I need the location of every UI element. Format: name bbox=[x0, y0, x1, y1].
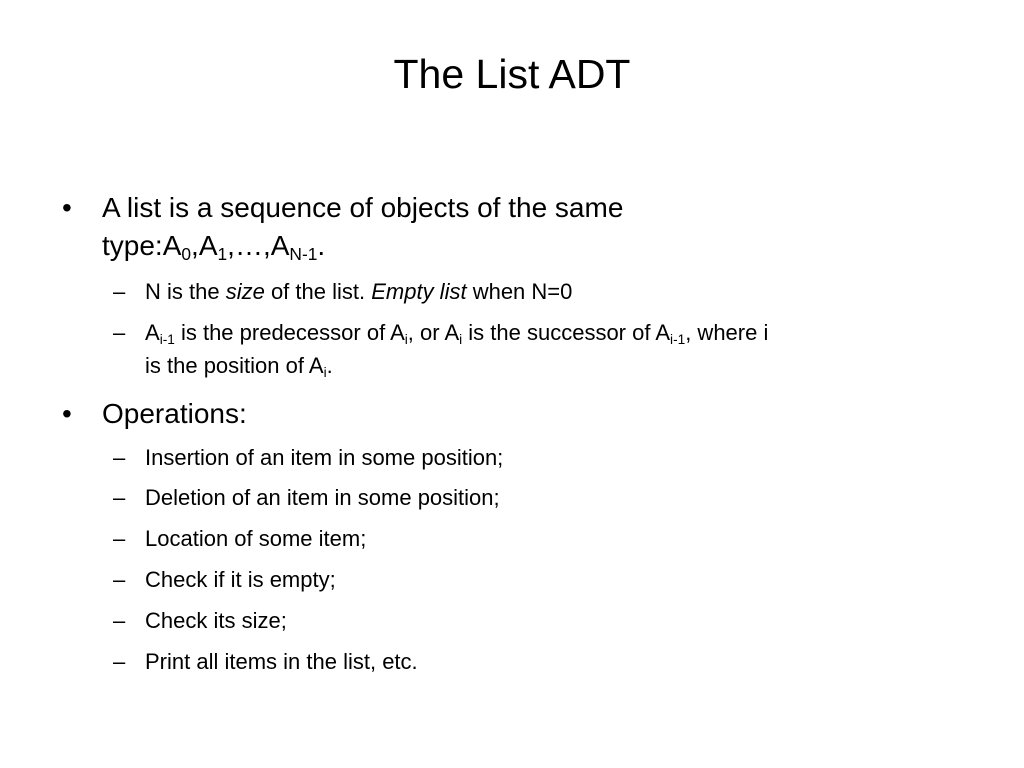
bullet-operations bbox=[62, 395, 802, 433]
bullet-list-definition bbox=[62, 189, 802, 265]
dash-icon: – bbox=[113, 526, 126, 551]
subbullet-size-text: N is the size of the list. Empty list when N=0 bbox=[145, 279, 573, 304]
operation-item bbox=[113, 645, 975, 678]
dash-icon: – bbox=[113, 567, 126, 592]
dash-icon: – bbox=[113, 279, 126, 304]
dash-icon: – bbox=[113, 608, 126, 633]
operation-item bbox=[113, 522, 975, 555]
operation-text: Check if it is empty; bbox=[145, 567, 336, 592]
operation-text: Check its size; bbox=[145, 608, 287, 633]
dash-icon: – bbox=[113, 485, 126, 510]
operation-item bbox=[113, 441, 975, 474]
dash-icon: – bbox=[113, 320, 126, 345]
bullet-operations-text: Operations: bbox=[102, 398, 247, 429]
operation-text: Insertion of an item in some position; bbox=[145, 445, 504, 470]
bullet-text-line1: A list is a sequence of objects of the same bbox=[102, 192, 624, 223]
bullet-icon: • bbox=[62, 192, 72, 223]
operation-item bbox=[113, 481, 975, 514]
slide-title: The List ADT bbox=[393, 51, 631, 97]
operation-item bbox=[113, 563, 975, 596]
operation-text: Deletion of an item in some position; bbox=[145, 485, 500, 510]
bullet-text-line2: $type:A_0,A_1,\dots,A_{N-1}$. bbox=[102, 230, 326, 264]
dash-icon: – bbox=[113, 445, 126, 470]
operation-text: Print all items in the list, etc. bbox=[145, 649, 418, 674]
subbullet-predecessor-line2: is the position of $A_i$. bbox=[145, 353, 333, 380]
subbullet-predecessor-line1: $A_{i-1}$ is the predecessor of $A_i$, or $A_i$ is the successor of $A_{i-1}$, where i bbox=[145, 320, 769, 347]
operation-text: Location of some item; bbox=[145, 526, 367, 551]
subbullet-predecessor bbox=[113, 316, 975, 382]
bullet-icon: • bbox=[62, 398, 72, 429]
subbullet-size bbox=[113, 275, 975, 308]
dash-icon: – bbox=[113, 649, 126, 674]
operation-item bbox=[113, 604, 975, 637]
